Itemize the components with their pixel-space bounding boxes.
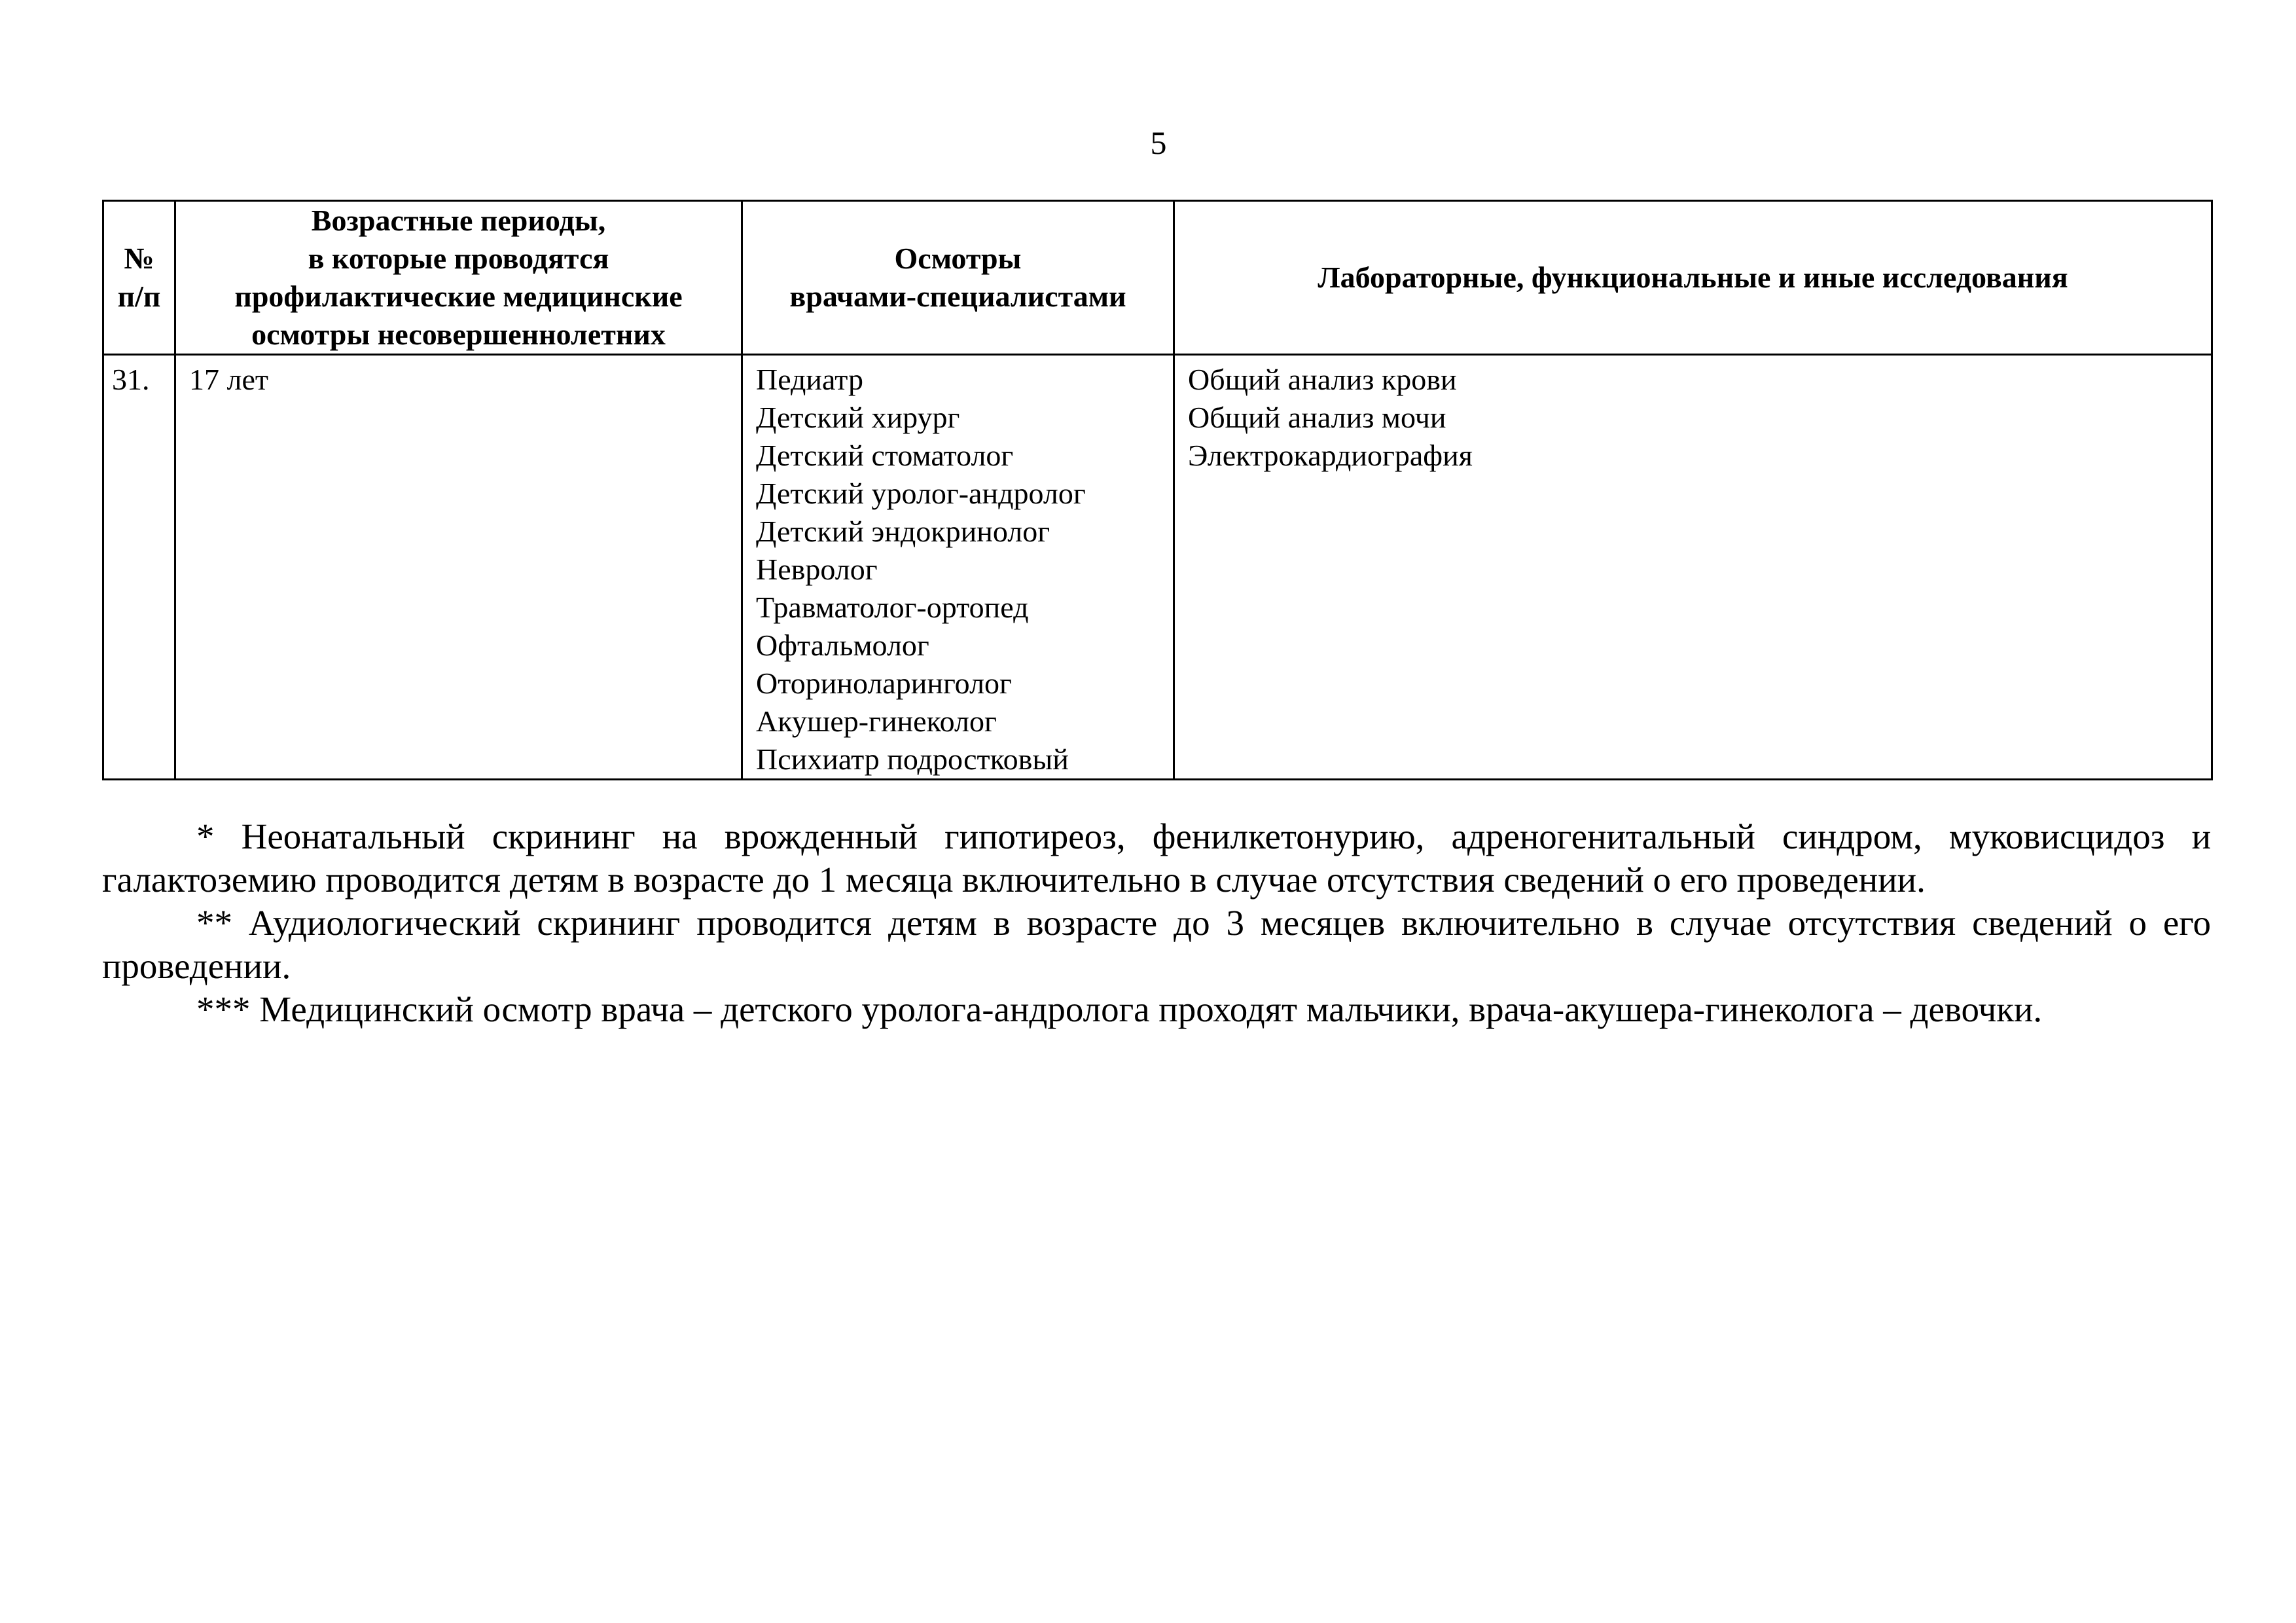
- table-header-row: [103, 201, 2212, 355]
- page-number: 5: [1150, 124, 1167, 161]
- row-number-text: 31.: [112, 363, 150, 396]
- examination-table: [102, 200, 2213, 780]
- specialist-item: Детский уролог-андролог: [756, 477, 1086, 510]
- specialist-item: Психиатр подростковый: [756, 742, 1069, 776]
- specialist-item: Педиатр: [756, 363, 863, 396]
- header-line: профилактические медицинские: [234, 280, 683, 313]
- lab-study-item: Электрокардиография: [1188, 439, 1473, 472]
- header-lab-studies: [1174, 201, 2212, 355]
- footnote-urologist-gynecologist: *** Медицинский осмотр врача – детского уролога-андролога проходят мальчики, врача-акушера-гинеколога – девочки.: [196, 989, 2043, 1029]
- specialist-item: Оториноларинголог: [756, 666, 1012, 700]
- specialist-item: Офтальмолог: [756, 629, 929, 662]
- row-specialists: [742, 355, 1174, 780]
- header-line: Лабораторные, функциональные и иные исследования: [1318, 261, 2068, 294]
- header-line: п/п: [117, 280, 161, 313]
- footnotes: [102, 815, 2211, 1031]
- header-specialist-exams: [742, 201, 1174, 355]
- specialist-item: Акушер-гинеколог: [756, 704, 997, 738]
- row-lab-studies: [1174, 355, 2212, 780]
- row-number: [103, 355, 175, 780]
- header-age-period: [175, 201, 742, 355]
- header-line: в которые проводятся: [308, 242, 609, 275]
- header-line: врачами-специалистами: [789, 280, 1126, 313]
- specialist-item: Детский хирург: [756, 401, 960, 434]
- row-age-period: [175, 355, 742, 780]
- specialist-item: Травматолог-ортопед: [756, 591, 1029, 624]
- lab-study-item: Общий анализ крови: [1188, 363, 1457, 396]
- lab-study-item: Общий анализ мочи: [1188, 401, 1446, 434]
- footnote-audiology-screening: ** Аудиологический скрининг проводится детям в возрасте до 3 месяцев включительно в случае отсутствия сведений о его проведении.: [102, 903, 2211, 986]
- table-row: [103, 355, 2212, 780]
- examination-table-wrapper: [102, 200, 2211, 780]
- specialist-item: Детский стоматолог: [756, 439, 1014, 472]
- row-age-text: 17 лет: [189, 363, 268, 396]
- footnote-neonatal-screening: * Неонатальный скрининг на врожденный гипотиреоз, фенилкетонурию, адреногенитальный синдром, муковисцидоз и галактоземию проводится детям в возрасте до 1 месяца включительно в случае отсутствия сведений о его проведении.: [102, 816, 2211, 900]
- header-line: Осмотры: [894, 242, 1022, 275]
- header-line: осмотры несовершеннолетних: [251, 318, 666, 351]
- header-line: Возрастные периоды,: [311, 204, 606, 237]
- specialist-item: Детский эндокринолог: [756, 515, 1050, 548]
- header-number: [103, 201, 175, 355]
- specialist-item: Невролог: [756, 553, 878, 586]
- header-line: №: [124, 242, 154, 275]
